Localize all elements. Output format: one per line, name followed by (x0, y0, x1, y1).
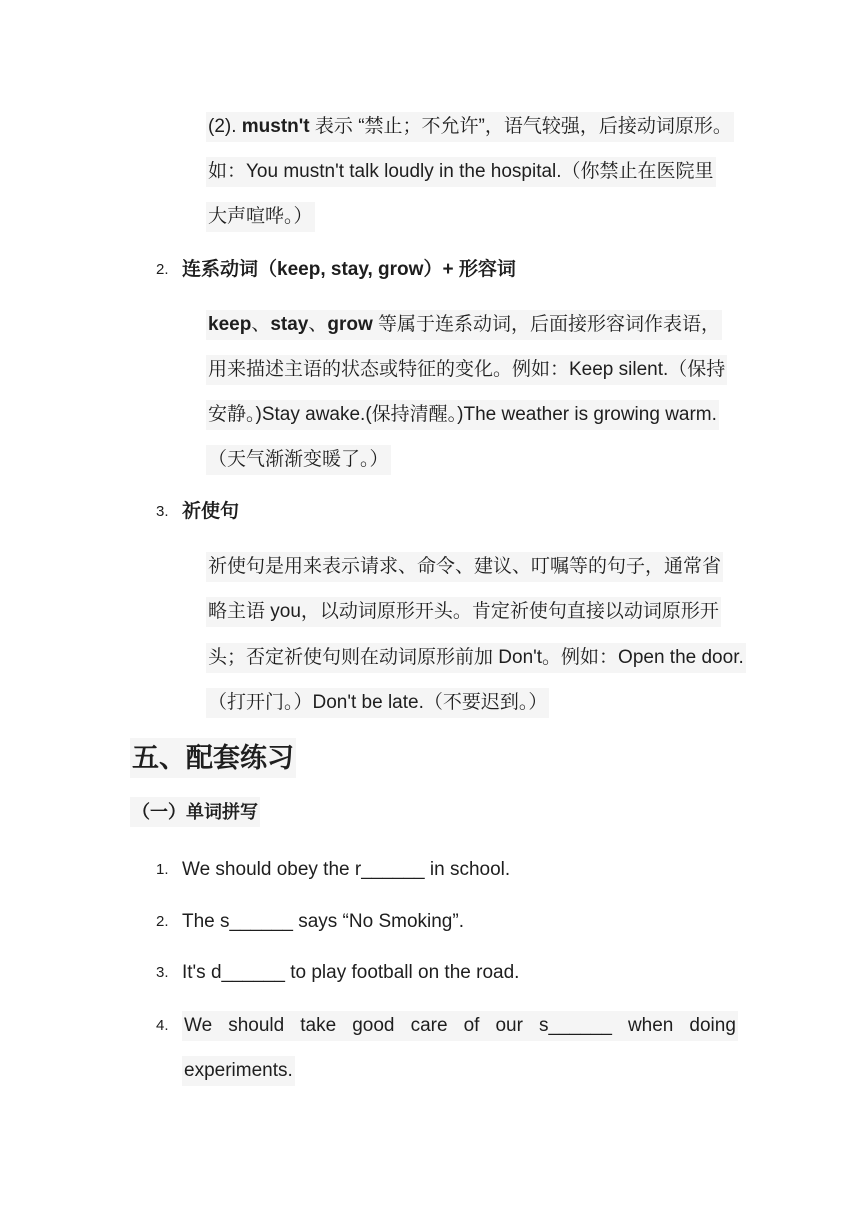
list-number: 2. (156, 913, 169, 930)
linking-verb-line-1: keep、stay、grow 等属于连系动词，后面接形容词作表语， (206, 310, 722, 340)
section-title: 五、配套练习 (130, 738, 296, 778)
exercise-item-2: The s______ says “No Smoking”. (182, 911, 464, 932)
exercise-item-4-line-1: We should take good care of our s______ when doing (182, 1011, 738, 1041)
list-number: 3. (156, 503, 169, 520)
exercise-item-1: We should obey the r______ in school. (182, 859, 511, 880)
exercise-item-3: It's d______ to play football on the road. (182, 962, 520, 983)
mustnt-line-3: 大声喧哗。） (206, 202, 315, 232)
list-number: 1. (156, 861, 169, 878)
imperative-line-4: （打开门。）Don't be late.（不要迟到。） (206, 688, 549, 718)
linking-verb-heading: 连系动词（keep, stay, grow）+ 形容词 (182, 259, 516, 280)
mustnt-line-1: (2). mustn't 表示 “禁止；不允许”，语气较强，后接动词原形。 (206, 112, 734, 142)
mustnt-line-2: 如：You mustn't talk loudly in the hospital.（你禁止在医院里 (206, 157, 716, 187)
imperative-heading: 祈使句 (182, 501, 240, 522)
linking-verb-line-2: 用来描述主语的状态或特征的变化。例如：Keep silent.（保持 (206, 355, 727, 385)
list-number: 2. (156, 261, 169, 278)
linking-verb-line-3: 安静。)Stay awake.(保持清醒。)The weather is growing warm. (206, 400, 719, 430)
mustnt-term: mustn't (241, 116, 310, 137)
linking-verb-line-4: （天气渐渐变暖了。） (206, 445, 391, 475)
list-number: 4. (156, 1017, 169, 1034)
imperative-line-1: 祈使句是用来表示请求、命令、建议、叮嘱等的句子，通常省 (206, 552, 723, 582)
list-number: 3. (156, 964, 169, 981)
exercise-item-4-line-2: experiments. (182, 1056, 295, 1086)
imperative-line-3: 头；否定祈使句则在动词原形前加 Don't。例如：Open the door. (206, 643, 746, 673)
imperative-line-2: 略主语 you，以动词原形开头。肯定祈使句直接以动词原形开 (206, 597, 721, 627)
section-subtitle: （一）单词拼写 (130, 797, 260, 827)
